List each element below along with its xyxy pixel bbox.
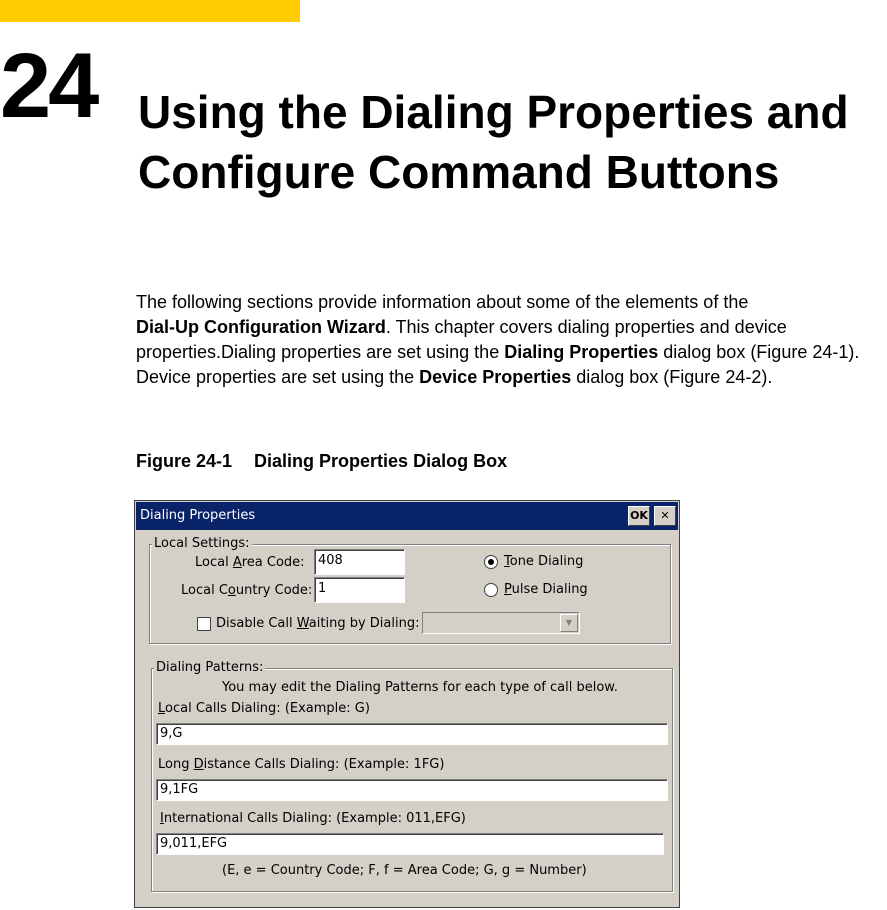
international-calls-label: International Calls Dialing: (Example: 011,EFG) — [160, 811, 466, 826]
pulse-dialing-label[interactable]: Pulse Dialing — [504, 582, 588, 597]
area-code-label: Local Area Code: — [195, 555, 305, 570]
dialog-titlebar — [136, 502, 678, 530]
local-calls-input[interactable]: 9,G — [156, 723, 668, 745]
dialog-title: Dialing Properties — [140, 508, 256, 523]
chapter-title — [138, 82, 849, 202]
disable-call-waiting-label[interactable]: Disable Call Waiting by Dialing: — [216, 616, 420, 631]
long-distance-label: Long Distance Calls Dialing: (Example: 1FG) — [158, 757, 445, 772]
figure-label: Figure 24-1 — [136, 451, 233, 471]
long-distance-input[interactable]: 9,1FG — [156, 779, 668, 801]
dialing-patterns-group — [151, 660, 673, 892]
figure-title: Dialing Properties Dialog Box — [254, 451, 508, 471]
intro-text-4: dialog box (Figure 24-2). — [571, 367, 773, 387]
chapter-title-line-1: Using the Dialing Properties and — [138, 86, 849, 138]
country-code-input[interactable]: 1 — [314, 577, 405, 603]
chevron-down-icon[interactable]: ▼ — [560, 614, 578, 632]
intro-paragraph — [136, 290, 887, 390]
chapter-accent-bar — [0, 0, 300, 22]
patterns-instruction: You may edit the Dialing Patterns for each type of call below. — [222, 680, 618, 695]
international-calls-input[interactable]: 9,011,EFG — [156, 833, 664, 855]
dialing-properties-dialog — [134, 500, 680, 908]
ok-button[interactable]: OK — [628, 506, 650, 526]
tone-dialing-label[interactable]: Tone Dialing — [504, 554, 584, 569]
close-icon: ✕ — [660, 509, 670, 522]
local-calls-label: Local Calls Dialing: (Example: G) — [158, 701, 370, 716]
intro-bold-dialing: Dialing Properties — [504, 342, 659, 362]
dialing-patterns-legend: Dialing Patterns: — [156, 660, 264, 675]
intro-bold-device: Device Properties — [419, 367, 572, 387]
chapter-title-line-2: Configure Command Buttons — [138, 146, 780, 198]
chapter-number: 24 — [0, 35, 97, 137]
disable-call-waiting-checkbox[interactable] — [197, 617, 211, 631]
pulse-dialing-radio[interactable] — [484, 583, 498, 597]
figure-caption — [136, 451, 507, 472]
intro-text-1: The following sections provide information about some of the elements of the — [136, 292, 749, 312]
close-button[interactable] — [654, 506, 676, 526]
tone-dialing-radio[interactable] — [484, 555, 498, 569]
country-code-label: Local Country Code: — [181, 583, 313, 598]
area-code-input[interactable]: 408 — [314, 549, 405, 575]
call-waiting-select[interactable] — [422, 612, 580, 634]
intro-bold-wizard: Dial-Up Configuration Wizard — [136, 317, 386, 337]
local-settings-legend: Local Settings: — [154, 536, 250, 551]
intro-text-3: dialog box (Figure 24-1). Device properties are set using the — [136, 342, 860, 387]
local-settings-group — [149, 536, 671, 644]
pattern-legend-note: (E, e = Country Code; F, f = Area Code; G, g = Number) — [222, 863, 587, 878]
intro-text-2: . This chapter covers dialing properties and device properties.Dialing properties are set using the — [136, 317, 787, 362]
